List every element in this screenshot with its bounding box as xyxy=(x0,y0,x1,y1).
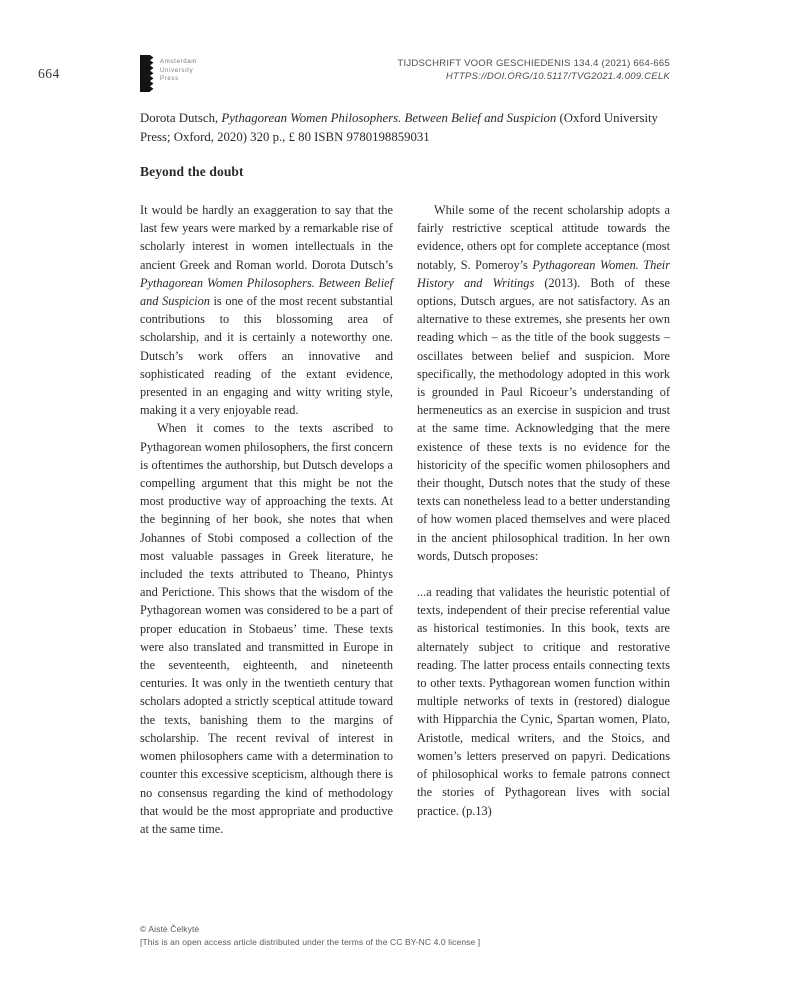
text-run: It would be hardly an exaggeration to say that the last few years were marked by a remarkable rise of scholarly interest in women intellectuals in the ancient Greek and Roman world. Dorota Dutsch’s xyxy=(140,203,393,272)
review-title: Beyond the doubt xyxy=(140,164,244,179)
paragraph xyxy=(417,201,670,565)
block-quote: ...a reading that validates the heuristic potential of texts, independent of their precise referential value as historical testimonies. In this book, texts are alternately subject to critique and restorative reading. The latter process entails connecting texts to other texts. Pythagorean women function within multiple networks of texts in (restored) dialogue with Hipparchia the Cynic, Spartan women, Plato, Aristotle, medical writers, and the Stoics, and women’s letters preserved on papyri. Dedications of philosophical works to female patrons connect the stories of Pythagorean lives with social practice. (p.13) xyxy=(417,585,670,818)
column-right xyxy=(417,201,670,838)
publisher-line: University xyxy=(160,67,194,74)
citation-author: Dorota Dutsch, xyxy=(140,111,222,125)
publisher-line: Amsterdam xyxy=(160,59,197,65)
copyright-line: © Aistė Čelkytė xyxy=(140,924,200,934)
paragraph: When it comes to the texts ascribed to Pythagorean women philosophers, the first concern is oftentimes the authorship, but Dutsch develops a compelling argument that this might be not the most productive way of approaching the texts. At the beginning of her book, she notes that when Johannes of Stobi composed a collection of the most valuable passages in Greek literature, he included the texts attributed to Theano, Phintys and Perictione. This shows that the wisdom of the Pythagorean women was considered to be a part of proper education in Stobaeus’ time. These texts were also translated and transmitted in Europe in the seventeenth, eighteenth, and nineteenth centuries. It was only in the twentieth century that scholars adopted a strictly sceptical attitude toward the texts, banishing them to the margins of scholarship. The recent revival of interest in women philosophers came with a determination to counter this excessive scepticism, although there is no consensus regarding the kind of methodology that would be the most appropriate and productive at the same time. xyxy=(140,421,393,836)
article-body xyxy=(140,109,670,838)
page-footer xyxy=(140,923,480,948)
page-number: 664 xyxy=(38,66,60,81)
column-left xyxy=(140,201,393,838)
italic-book-title: Pythagorean Women Philosophers. Between Belief and Suspicion xyxy=(140,275,393,309)
publisher-logo xyxy=(140,55,197,92)
text-run: (2013). Both of these options, Dutsch argues, are not satisfactory. As an alternative to these extremes, she presents her own reading which – as the title of the book suggests – oscillates between belief and suspicion. More specifically, the methodology adopted in this work is grounded in Paul Ricoeur’s understanding of hermeneutics as an exercise in suspicion and trust at the same time. Acknowledging that the mere existence of these texts is no evidence for the historicity of the specific women philosophers and their thought, Dutsch notes that the study of these texts can nonetheless lead to a better understanding of how women placed themselves and were placed in the ancient philosophical tradition. In her own words, Dutsch proposes: xyxy=(417,275,670,563)
text-run: is one of the most recent substantial contributions to this blossoming area of scholarship, and it is certainly a noteworthy one. Dutsch’s work offers an innovative and sophisticated reading of the extant evidence, presented in an engaging and witty writing style, making it a very enjoyable read. xyxy=(140,294,393,418)
citation-details: (Oxford University Press; Oxford, 2020) 320 p., £ 80 ISBN 9780198859031 xyxy=(140,111,658,144)
journal-reference xyxy=(397,57,670,83)
journal-issue-line: TIJDSCHRIFT VOOR GESCHIEDENIS 134.4 (2021) 664-665 xyxy=(397,58,670,69)
doi-link[interactable]: HTTPS://DOI.ORG/10.5117/TVG2021.4.009.CELK xyxy=(445,71,670,82)
publisher-line: Press xyxy=(160,76,179,82)
book-citation xyxy=(140,109,670,146)
citation-book-title: Pythagorean Women Philosophers. Between Belief and Suspicion xyxy=(221,111,557,125)
paragraph xyxy=(140,201,393,419)
license-line: [This is an open access article distributed under the terms of the CC BY-NC 4.0 license ] xyxy=(140,936,481,947)
italic-book-title: Pythagorean Women. Their History and Writings xyxy=(417,257,670,290)
text-run: While some of the recent scholarship adopts a fairly restrictive sceptical attitude towards the evidence, others opt for complete acceptance (most notably, S. Pomeroy’s xyxy=(417,203,670,272)
two-column-text xyxy=(140,201,670,838)
aup-filmstrip-icon xyxy=(140,55,154,92)
publisher-name xyxy=(160,58,197,84)
